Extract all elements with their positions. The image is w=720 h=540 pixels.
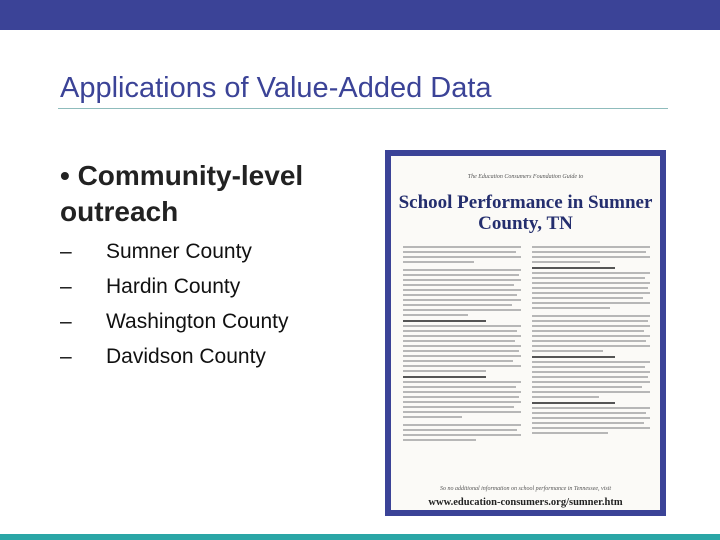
title-divider <box>58 108 668 109</box>
dash-bullet: – <box>60 310 72 333</box>
document-body-right <box>532 246 650 486</box>
document-heading: School Performance in Sumner County, TN <box>398 192 653 234</box>
bottom-accent-bar <box>0 534 720 540</box>
slide-title: Applications of Value-Added Data <box>60 72 492 104</box>
list-item <box>60 339 289 374</box>
list-item <box>60 234 289 269</box>
document-body-left <box>403 246 521 486</box>
county-label: Hardin County <box>106 275 241 298</box>
county-label: Washington County <box>106 310 289 333</box>
list-item <box>60 304 289 339</box>
school-performance-document <box>385 150 666 516</box>
dash-bullet: – <box>60 275 72 298</box>
document-page <box>391 156 660 510</box>
dash-bullet: – <box>60 345 72 368</box>
top-accent-bar <box>0 0 720 30</box>
county-label: Davidson County <box>106 345 266 368</box>
document-guide-line: The Education Consumers Foundation Guide to <box>467 174 584 180</box>
dash-bullet: – <box>60 240 72 263</box>
document-footer-note: So no additional information on school performance in Tennessee, visit <box>439 486 612 492</box>
list-item <box>60 269 289 304</box>
county-list <box>60 234 289 374</box>
county-label: Sumner County <box>106 240 252 263</box>
main-bullet: • Community-level outreach <box>60 160 304 227</box>
document-url: www.education-consumers.org/sumner.htm <box>428 497 623 508</box>
